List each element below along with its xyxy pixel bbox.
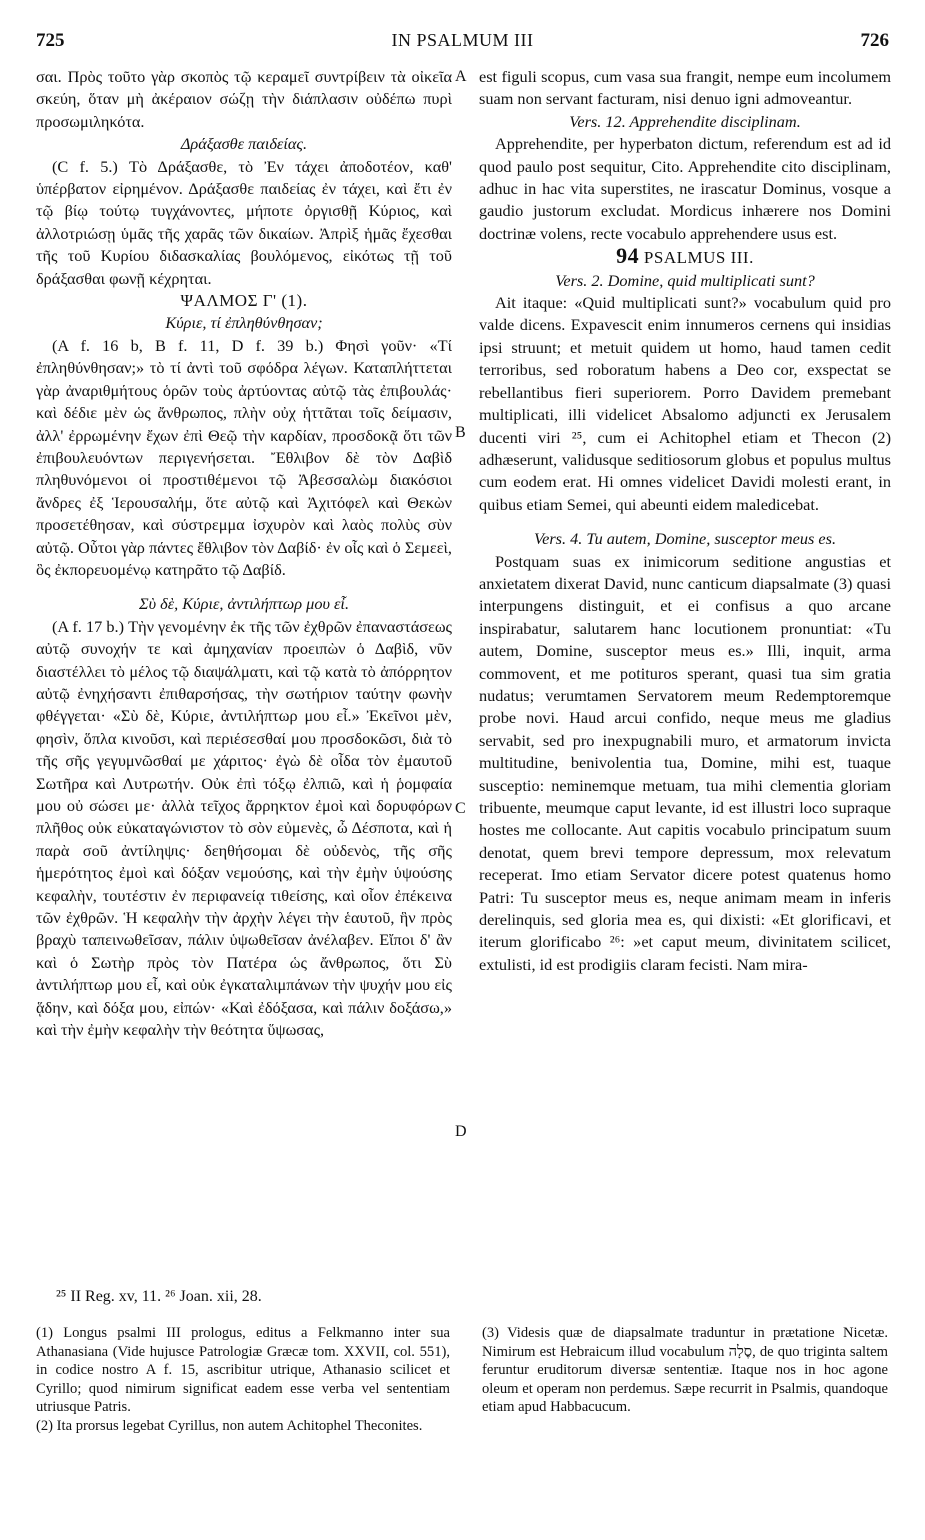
latin-psalm-title: PSALMUS III. [643, 248, 754, 268]
margin-letter-a: A [455, 68, 467, 85]
greek-psalm-heading: ΨΑΛΜΟΣ Γ' (1). [180, 291, 308, 311]
margin-letter-b: B [455, 424, 466, 441]
latin-paragraph-3: Ait itaque: «Quid multiplicati sunt?» vocabulum quid pro valde dicens. Expavescit enim innumeros cernens qui insidias ipsi struunt; et metuit quidem ut homo, haud tamen cedit terroribus, sed roboratum habens a Deo cor, exspectat se rebellantibus fieri superiorem. Porro Davidem premebant multiplicati, illi videlicet Absalomo adjuncti ex Jerusalem ducenti viri ²⁵, cum ei Achitophel etiam et Thecon (2) adhæserunt, validusque seditiosorum globus et populus multus cum eodem erat. Hi omnes videlicet Davidi molesti erant, in quibus etiam Semei, qui abeunti eidem maledicebat. [479, 293, 891, 514]
page-number-left: 725 [36, 30, 65, 51]
latin-paragraph-4: Postquam suas ex inimicorum seditione angustias et anxietatem dixerat David, nunc canticum diapsalmate (3) quasi interpungens distinguit, et ei confisus a quo arcane inspirabatur, salutarem hanc locutionem pronuntiat: «Tu autem, Domine, susceptor meus es.» Illi, inquit, arma commovent, et me potituros sperant, quasi tua sim gratia nudatus; verumtamen Servatorem meum Redemptoremque probe novi. Haud arcui confido, neque meus me gladius servabit, sed pro inexpugnabili muro, et armatorum invicta multitudine, benivolentia tua, Domine, mihi est, tuaque susceptio: neminemque metuam, tua mihi clementia gloriam tribuente, meumque caput levante, id est illustri loco supraque hostes me collocante. Aut capitis vocabulo principatum suum denotat, quem brevi tempore depressum, mox relevatum receperat. Imo etiam Servator dicere potest quatenus homo Patri: Tu susceptor meus es, neque animam meam in inferis derelinquis, sed gloria mea es, qui dixisti: «Et glorificavi, et iterum glorificabo ²⁶: »et caput meum, divinitatem scilicet, extulisti, id est prodigiis claram fecisti. Nam mira- [479, 551, 891, 974]
notes-left [36, 1324, 450, 1436]
latin-paragraph-1: est figuli scopus, cum vasa sua frangit, nempe eum incolumem suam non servant facturam, nisi denuo igni admoveantur. [479, 67, 891, 109]
column-number: 94 [616, 243, 640, 269]
greek-lemma-2: Κύριε, τί ἐπληθύνθησαν; [165, 313, 323, 333]
page-number-right: 726 [860, 30, 889, 51]
notes-right [482, 1324, 888, 1417]
note-2: (2) Ita prorsus legebat Cyrillus, non autem Achitophel Theconites. [36, 1417, 423, 1434]
note-1: (1) Longus psalmi III prologus, editus a Felkmanno inter sua Athanasiana (Vide hujusce Patrologiæ Græcæ tom. XXVII, col. 551), in codice nostro A f. 15, ascribitur utrique, Athanasio scilicet et Cyrillo; quod nimirum significat eadem esse verba vel sententiam utriusque Patris. [36, 1325, 450, 1416]
greek-lemma-1: Δράξασθε παιδείας. [180, 134, 308, 154]
greek-lemma-3: Σὺ δὲ, Κύριε, ἀντιλήπτωρ μου εἶ. [138, 594, 350, 614]
greek-paragraph-3: (A f. 16 b, B f. 11, D f. 39 b.) Φησὶ γοῦν· «Τί ἐπληθύνθησαν;» τὸ τί ἀντὶ τοῦ σφόδρα λέγων. Καταπλήττεται γὰρ ἀναριθμήτους ὁρῶν τοὺς ἀρτύοντας αὐτῷ τὰς ἐπιβουλάς· καὶ δέδιε μὲν ὡς ἄνθρωπος, πλὴν οὐχ ἡττᾶται τοῖς δείμασιν, ἀλλ' ἐρρωμένην ἔχων ἐπὶ Θεῷ τὴν καρδίαν, προσδοκᾷ ὅτι τῶν ἐπιβουλευόντων περιγενήσεται. Ἔθλιβον δὲ τὸν Δαβὶδ πληθυνόμενοι οἱ προστιθέμενοι τῷ Ἀβεσσαλὼμ διακόσιοι ἄνδρες ἐξ Ἱερουσαλήμ, ὅτε αὐτῷ καὶ Ἀχιτόφελ καὶ Θεκὼν προσετέθησαν, καὶ σύστρεμμα ἰσχυρὸν καὶ λαὸς πολὺς σὺν αὐτῷ. Οὗτοι γὰρ πάντες ἔθλιβον τὸν Δαβίδ· ἐν οἷς καὶ ὁ Σεμεεὶ, ὃς ἐκπορευομένῳ κατηρᾶτο τῷ Δαβίδ. [36, 335, 452, 579]
note-3: (3) Videsis quæ de diapsalmate traduntur in prætatione Nicetæ. Nimirum est Hebraicum illud vocabulum סֶלָה, de quo triginta saltem feruntur eruditorum diversæ sententiæ. Itaque nos in hoc agone oleum et operam non perdemus. Sæpe recurrit in Psalmis, quandoque etiam apud Habbacucum. [482, 1325, 888, 1416]
greek-paragraph-1: σαι. Πρὸς τοῦτο γὰρ σκοπὸς τῷ κεραμεῖ συντρίβειν τὰ οἰκεῖα σκεύη, ὅταν μὴ ἀκέραιον σώζῃ τὴν διάπλασιν οὐδέπω πυρὶ προσωμιληκότα. [36, 67, 452, 131]
scripture-footnotes: ²⁵ II Reg. xv, 11. ²⁶ Joan. xii, 28. [56, 1288, 262, 1305]
margin-letter-d: D [455, 1123, 467, 1140]
page-header [36, 30, 889, 56]
greek-paragraph-2: (C f. 5.) Τὸ Δράξασθε, τὸ Ἐν τάχει ἀποδοτέον, καθ' ὑπέρβατον εἰρημένον. Δράξασθε παιδείας ἐν τάχει, καὶ ἔτι ἐν τῷ βίῳ τούτῳ τυγχάνοντες, μήποτε ὀργισθῇ Κύριος, καὶ ἀλλοτριώσῃ ὑμᾶς τῆς χαρᾶς τῶν δικαίων. Ἀπρὶξ ἡμᾶς ἔχεσθαι τῆς τοῦ Κυρίου διδασκαλίας βουλόμενος, εἰκότως τῇ τοῦ δράξασθαι φωνῇ κέχρηται. [36, 156, 452, 288]
running-title: IN PSALMUM III [391, 30, 534, 50]
greek-paragraph-4: (A f. 17 b.) Τὴν γενομένην ἐκ τῆς τῶν ἐχθρῶν ἐπαναστάσεως αὐτῷ συνοχήν τε καὶ ἀμηχανίαν προειπὼν ὁ Δαβὶδ, νῦν διαστέλλει τὸ μέλος τῷ διαψάλματι, καὶ τῷ κατὰ τὸ ἀπόρρητον αὐτῷ ἐνηχήσαντι ἐπιθαρσήσας, τὴν σωτήριον ταύτην φωνὴν φθέγγεται· «Σὺ δὲ, Κύριε, ἀντιλήπτωρ μου εἶ.» Ἐκεῖνοι μὲν, φησὶν, ὅπλα κινοῦσι, καὶ περιέσεσθαί μου προσδοκῶσι, διὰ τὸ τῆς σῆς γεγυμνῶσθαί με χάριτος· ἐγὼ δὲ οἶδα τὸν ἐμαυτοῦ Σωτῆρα καὶ Λυτρωτήν. Οὐκ ἐπὶ τόξῳ ἐλπιῶ, καὶ ἡ ῥομφαία μου οὐ σώσει με· ἀλλὰ τεῖχος ἄρρηκτον ἐμοὶ καὶ δορυφόρων πλῆθος οὐκ εὐκαταγώνιστον τὸ σὸν εὐμενὲς, ὦ Δέσποτα, καὶ ἡ παρὰ σοῦ ἀντίληψις· δεηθήσομαι δὲ οὐδενὸς, τῆς σῆς ἡμερότητος ἐμοὶ καὶ δόξαν νεμούσης, καὶ τὴν ἐμὴν ὑψούσης κεφαλὴν, τουτέστιν ἐν περιφανείᾳ τιθείσης, καὶ οἷον ἐπέκεινα τῶν ἐχθρῶν. Ἡ κεφαλὴν τὴν ἀρχὴν λέγει τὴν ἑαυτοῦ, ἣν πρὸς βραχὺ ταπεινωθεῖσαν, πάλιν ὑψωθεῖσαν ἀνέλαβεν. Εἴποι δ' ἂν καὶ ὁ Σωτὴρ πρὸς τὸν Πατέρα ὡς ἄνθρωπος, ὅτι Σὺ ἀντιλήπτωρ μου εἶ, καὶ οὐκ ἐγκαταλιμπάνων τὴν ψυχήν μου εἰς ᾅδην, καὶ δόξα μου, εἰπών· «Καὶ ἐδόξασα, καὶ πάλιν δοξάσω,» καὶ τὴν ἐμὴν κεφαλὴν τὴν θεότητα ὕψωσας, [36, 616, 452, 1040]
greek-column [36, 66, 452, 1041]
latin-lemma-3: Vers. 4. Tu autem, Domine, susceptor meus es. [533, 529, 837, 549]
latin-lemma-2: Vers. 2. Domine, quid multiplicati sunt? [555, 270, 815, 290]
latin-column [479, 66, 891, 976]
latin-paragraph-2: Apprehendite, per hyperbaton dictum, referendum est ad id quod paulo post sequitur, Cito. Apprehendite cito disciplinam, adhuc in hac vita superstites, ne irascatur Dominus, vosque a gaudio justorum excludat. Mordicus inhærere nos Domini doctrinæ volens, recte vocabulo apprehendere usus est. [479, 134, 891, 243]
latin-psalm-heading [479, 245, 891, 269]
margin-letter-c: C [455, 800, 466, 817]
latin-lemma-1: Vers. 12. Apprehendite disciplinam. [569, 111, 801, 131]
